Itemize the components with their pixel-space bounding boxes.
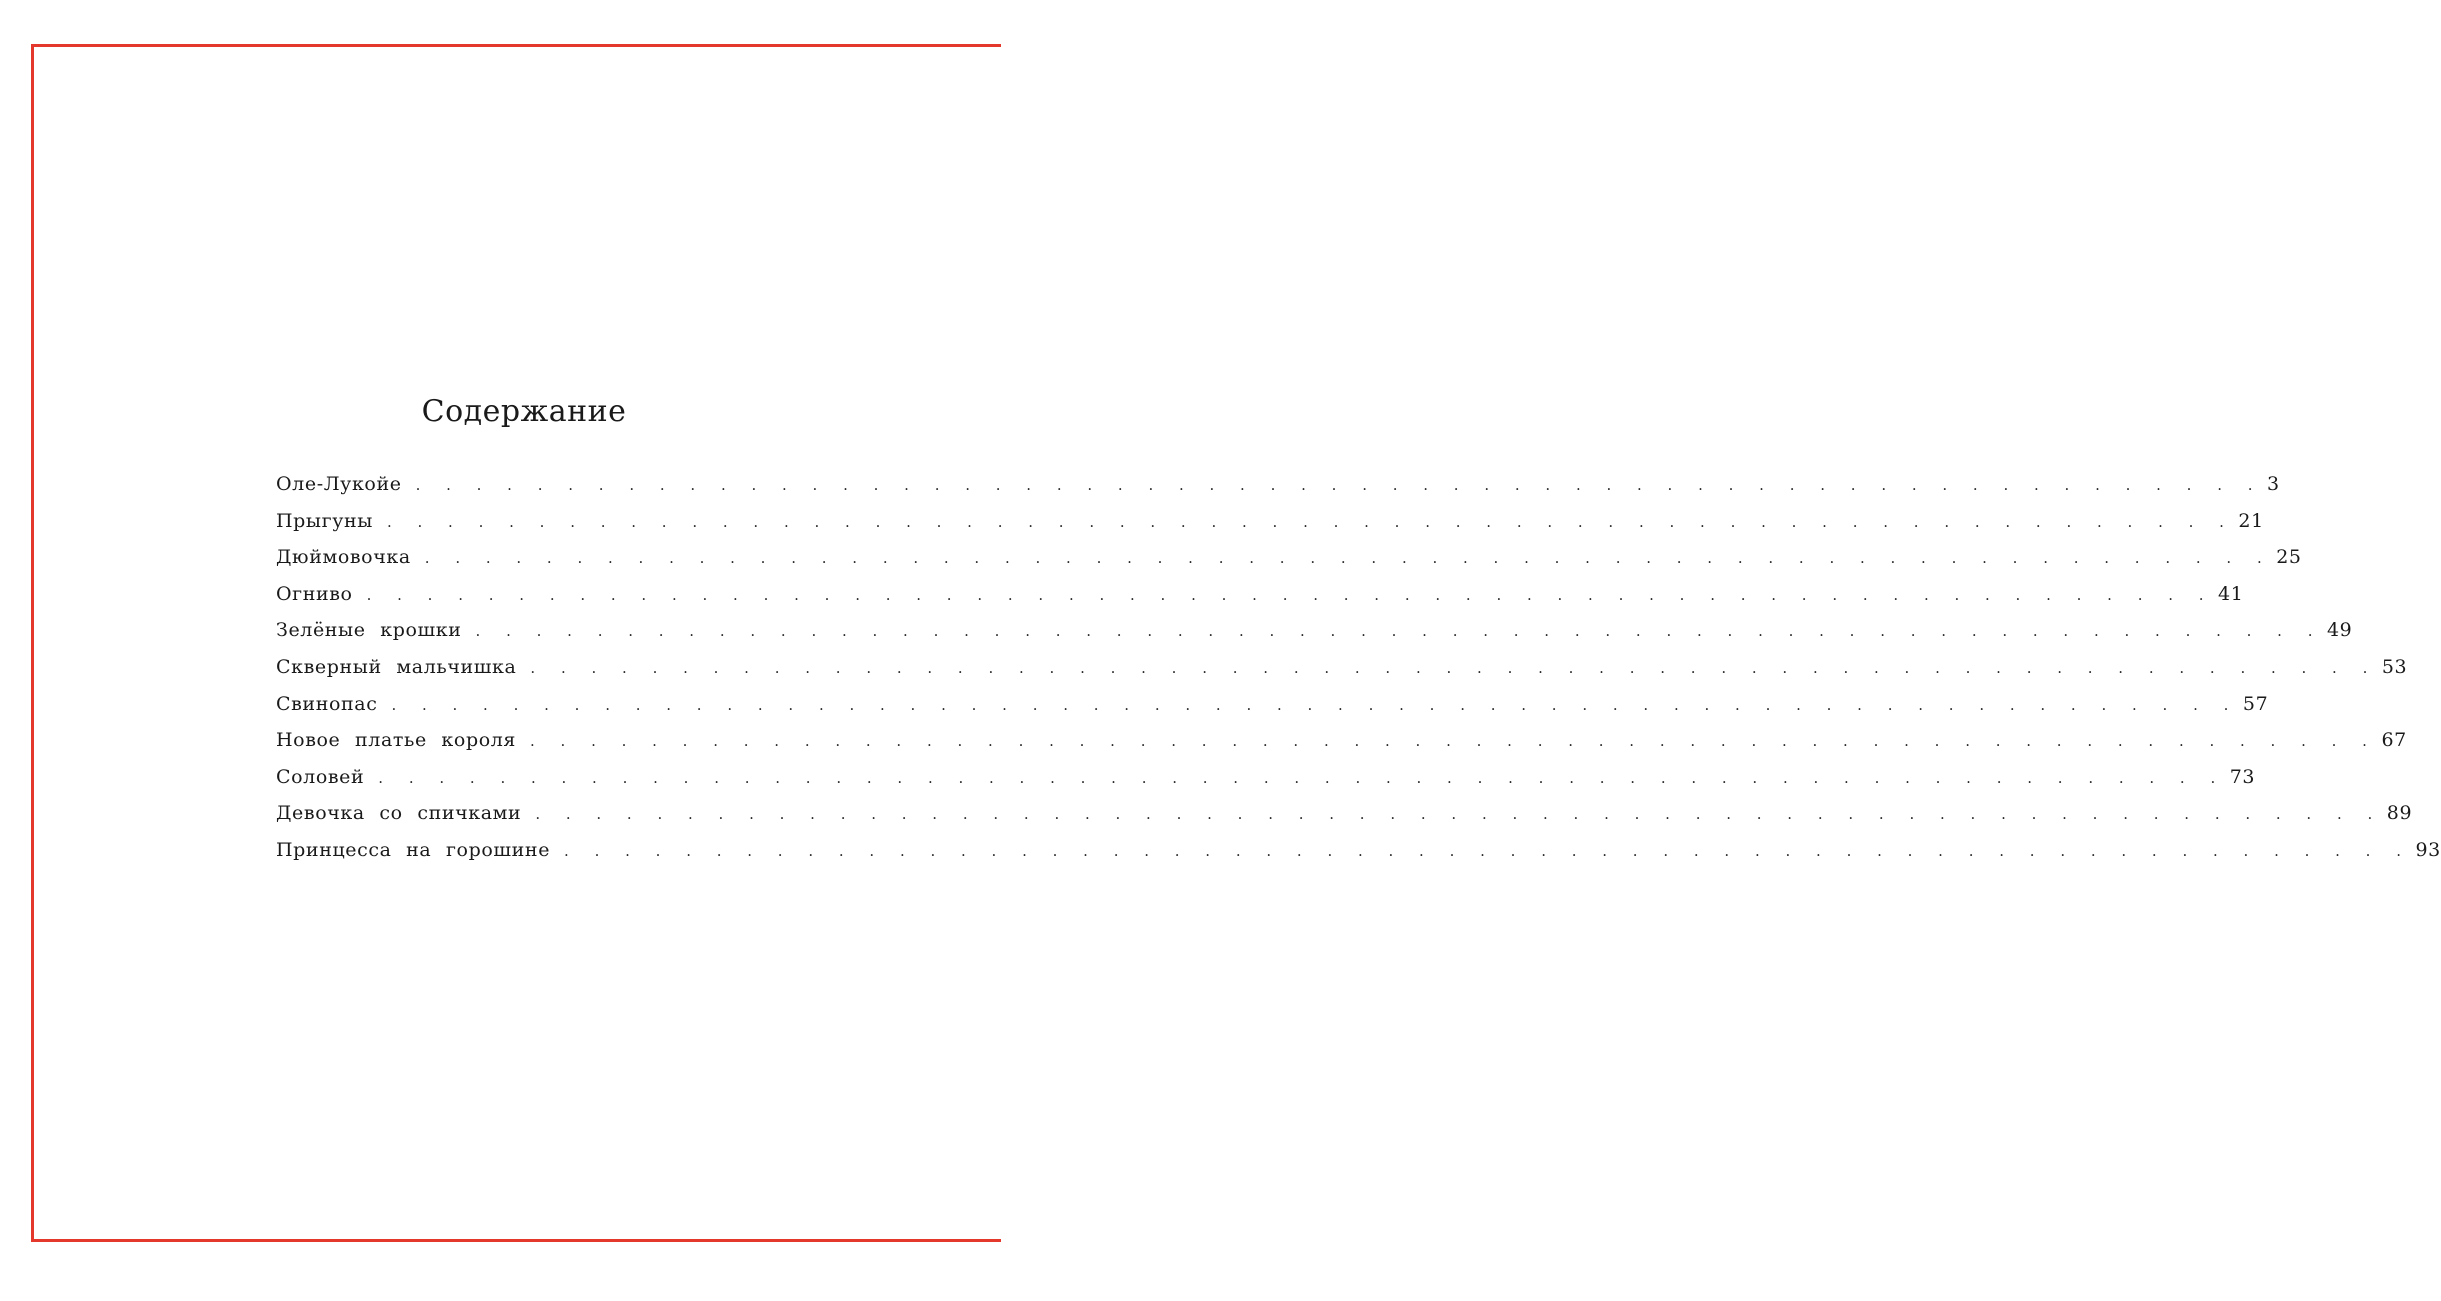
toc-entry-title: Скверный мальчишка [276, 655, 517, 678]
dot-leader: . . . . . . . . . . . . . . . . . . . . . . . . . . . . . . . . . . . . . . . . . . . . . . . . . . . . . . . . . . . . . [424, 549, 2269, 568]
toc-entry-title: Зелёные крошки [276, 619, 462, 642]
toc-entry[interactable] [276, 802, 2413, 839]
toc-entry[interactable] [276, 838, 2441, 876]
toc-entry[interactable] [276, 655, 2408, 693]
toc-entry-title: Принцесса на горошине [276, 838, 551, 861]
toc-entry-page: 21 [2238, 509, 2264, 532]
dot-leader: . . . . . . . . . . . . . . . . . . . . . . . . . . . . . . . . . . . . . . . . . . . . . . . . . . . . . . . . . . . . . [535, 805, 2379, 824]
dot-leader: . . . . . . . . . . . . . . . . . . . . . . . . . . . . . . . . . . . . . . . . . . . . . . . . . . . . . . . . . . . . . [386, 512, 2231, 531]
toc-entry-title: Соловей [276, 765, 365, 788]
toc-entry-title: Новое платье короля [276, 729, 516, 752]
toc-entry-page: 93 [2415, 838, 2441, 861]
toc-entry[interactable] [276, 619, 2353, 656]
toc-entry[interactable] [276, 582, 2244, 620]
dot-leader: . . . . . . . . . . . . . . . . . . . . . . . . . . . . . . . . . . . . . . . . . . . . . . . . . . . . . . . . . . . . . [475, 622, 2319, 641]
toc-entry-title: Оле-Лукойе [276, 473, 402, 495]
dot-leader: . . . . . . . . . . . . . . . . . . . . . . . . . . . . . . . . . . . . . . . . . . . . . . . . . . . . . . . . . . . . . [366, 585, 2211, 604]
toc-entry-page: 57 [2242, 692, 2269, 715]
toc-entry[interactable] [276, 765, 2256, 803]
dot-leader: . . . . . . . . . . . . . . . . . . . . . . . . . . . . . . . . . . . . . . . . . . . . . . . . . . . . . . . . . . . . . [564, 841, 2408, 860]
toc-entry[interactable] [276, 509, 2264, 547]
dot-leader: . . . . . . . . . . . . . . . . . . . . . . . . . . . . . . . . . . . . . . . . . . . . . . . . . . . . . . . . . . . . . [530, 658, 2374, 677]
toc-entry-title: Огниво [276, 582, 353, 605]
dot-leader: . . . . . . . . . . . . . . . . . . . . . . . . . . . . . . . . . . . . . . . . . . . . . . . . . . . . . . . . . . . . . [391, 695, 2235, 714]
toc-entry[interactable] [276, 546, 2302, 583]
toc-entry[interactable] [276, 692, 2269, 730]
toc-entry-page: 25 [2276, 546, 2302, 569]
toc-entry-page: 3 [2267, 473, 2280, 495]
toc-entry-page: 49 [2326, 619, 2353, 642]
dot-leader: . . . . . . . . . . . . . . . . . . . . . . . . . . . . . . . . . . . . . . . . . . . . . . . . . . . . . . . . . . . . . [415, 476, 2260, 494]
toc-entry-title: Свинопас [276, 692, 378, 715]
toc-entry-title: Девочка со спичками [276, 802, 522, 825]
table-of-contents [276, 394, 2441, 876]
toc-entry[interactable] [276, 729, 2407, 766]
toc-entry-page: 53 [2381, 655, 2408, 678]
toc-entry-page: 89 [2386, 802, 2413, 825]
toc-entry-page: 67 [2381, 729, 2407, 752]
toc-list [276, 473, 2441, 876]
toc-entry[interactable] [276, 473, 2280, 510]
toc-entry-page: 41 [2218, 582, 2244, 605]
toc-entry-title: Прыгуны [276, 509, 373, 532]
toc-entry-page: 73 [2229, 765, 2256, 788]
toc-entry-title: Дюймовочка [276, 546, 411, 569]
contents-heading: Содержание [421, 394, 627, 429]
dot-leader: . . . . . . . . . . . . . . . . . . . . . . . . . . . . . . . . . . . . . . . . . . . . . . . . . . . . . . . . . . . . . [530, 732, 2374, 751]
dot-leader: . . . . . . . . . . . . . . . . . . . . . . . . . . . . . . . . . . . . . . . . . . . . . . . . . . . . . . . . . . . . . [378, 768, 2222, 787]
